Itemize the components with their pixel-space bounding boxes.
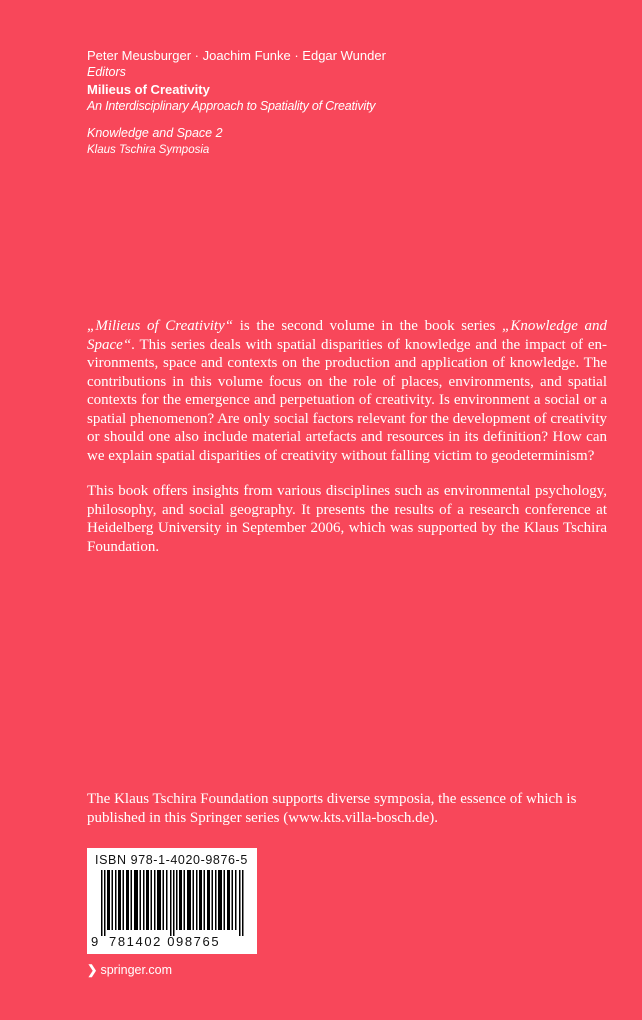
description-text-b: . This series deals with spatial disparities of knowledge and the impact of environments, space and contexts on the production and application of knowledge. The contributions in this volume focus on the role of places, environments, and spatial contexts for the emergence and perpetuation of creativity. Is environment a social or a spatial phenomenon? Are only social factors relevant for the development of creativity or should one also include material artefacts and resources in its definition? How can we explain spatial disparities of creativity without falling victim to geodeterminism? — [87, 336, 607, 464]
editors-names: Peter Meusburger · Joachim Funke · Edgar Wunder — [87, 48, 386, 63]
description-title-ref: „Milieus of Creativity“ — [87, 318, 234, 334]
description-text-a: is the second volume in the book series — [233, 318, 503, 334]
symposia-name: Klaus Tschira Symposia — [87, 144, 210, 156]
series-name: Knowledge and Space 2 — [87, 126, 223, 140]
ean-digits: 781402 098765 — [109, 934, 221, 949]
description-paragraph-2: This book offers insights from various disciplines such as environmental psychology, philosophy, and social geography. It presents the results of a research conference at Heidelberg University in September 2006, which was supported by the Klaus Tschira Foundation. — [87, 483, 607, 555]
ean-first-digit: 9 — [91, 934, 99, 949]
description-series-ref: „Knowledge and Space“ — [87, 318, 607, 353]
chevron-right-icon: ❯ — [87, 963, 98, 977]
isbn-number: ISBN 978-1-4020-9876-5 — [95, 853, 248, 867]
cover-header — [87, 47, 386, 159]
book-description — [87, 317, 607, 573]
publisher-url: springer.com — [100, 963, 173, 977]
foundation-note: The Klaus Tschira Foundation supports diverse symposia, the essence of which is published in this Springer series (www.kts.villa-bosch.de). — [87, 791, 577, 826]
publisher-link[interactable] — [87, 962, 172, 977]
editors-role: Editors — [87, 65, 126, 79]
isbn-barcode-label — [87, 848, 257, 954]
book-title: Milieus of Creativity — [87, 82, 210, 97]
book-subtitle: An Interdisciplinary Approach to Spatiality of Creativity — [87, 99, 376, 113]
barcode-icon — [101, 870, 245, 936]
description-paragraph-1 — [87, 317, 607, 465]
